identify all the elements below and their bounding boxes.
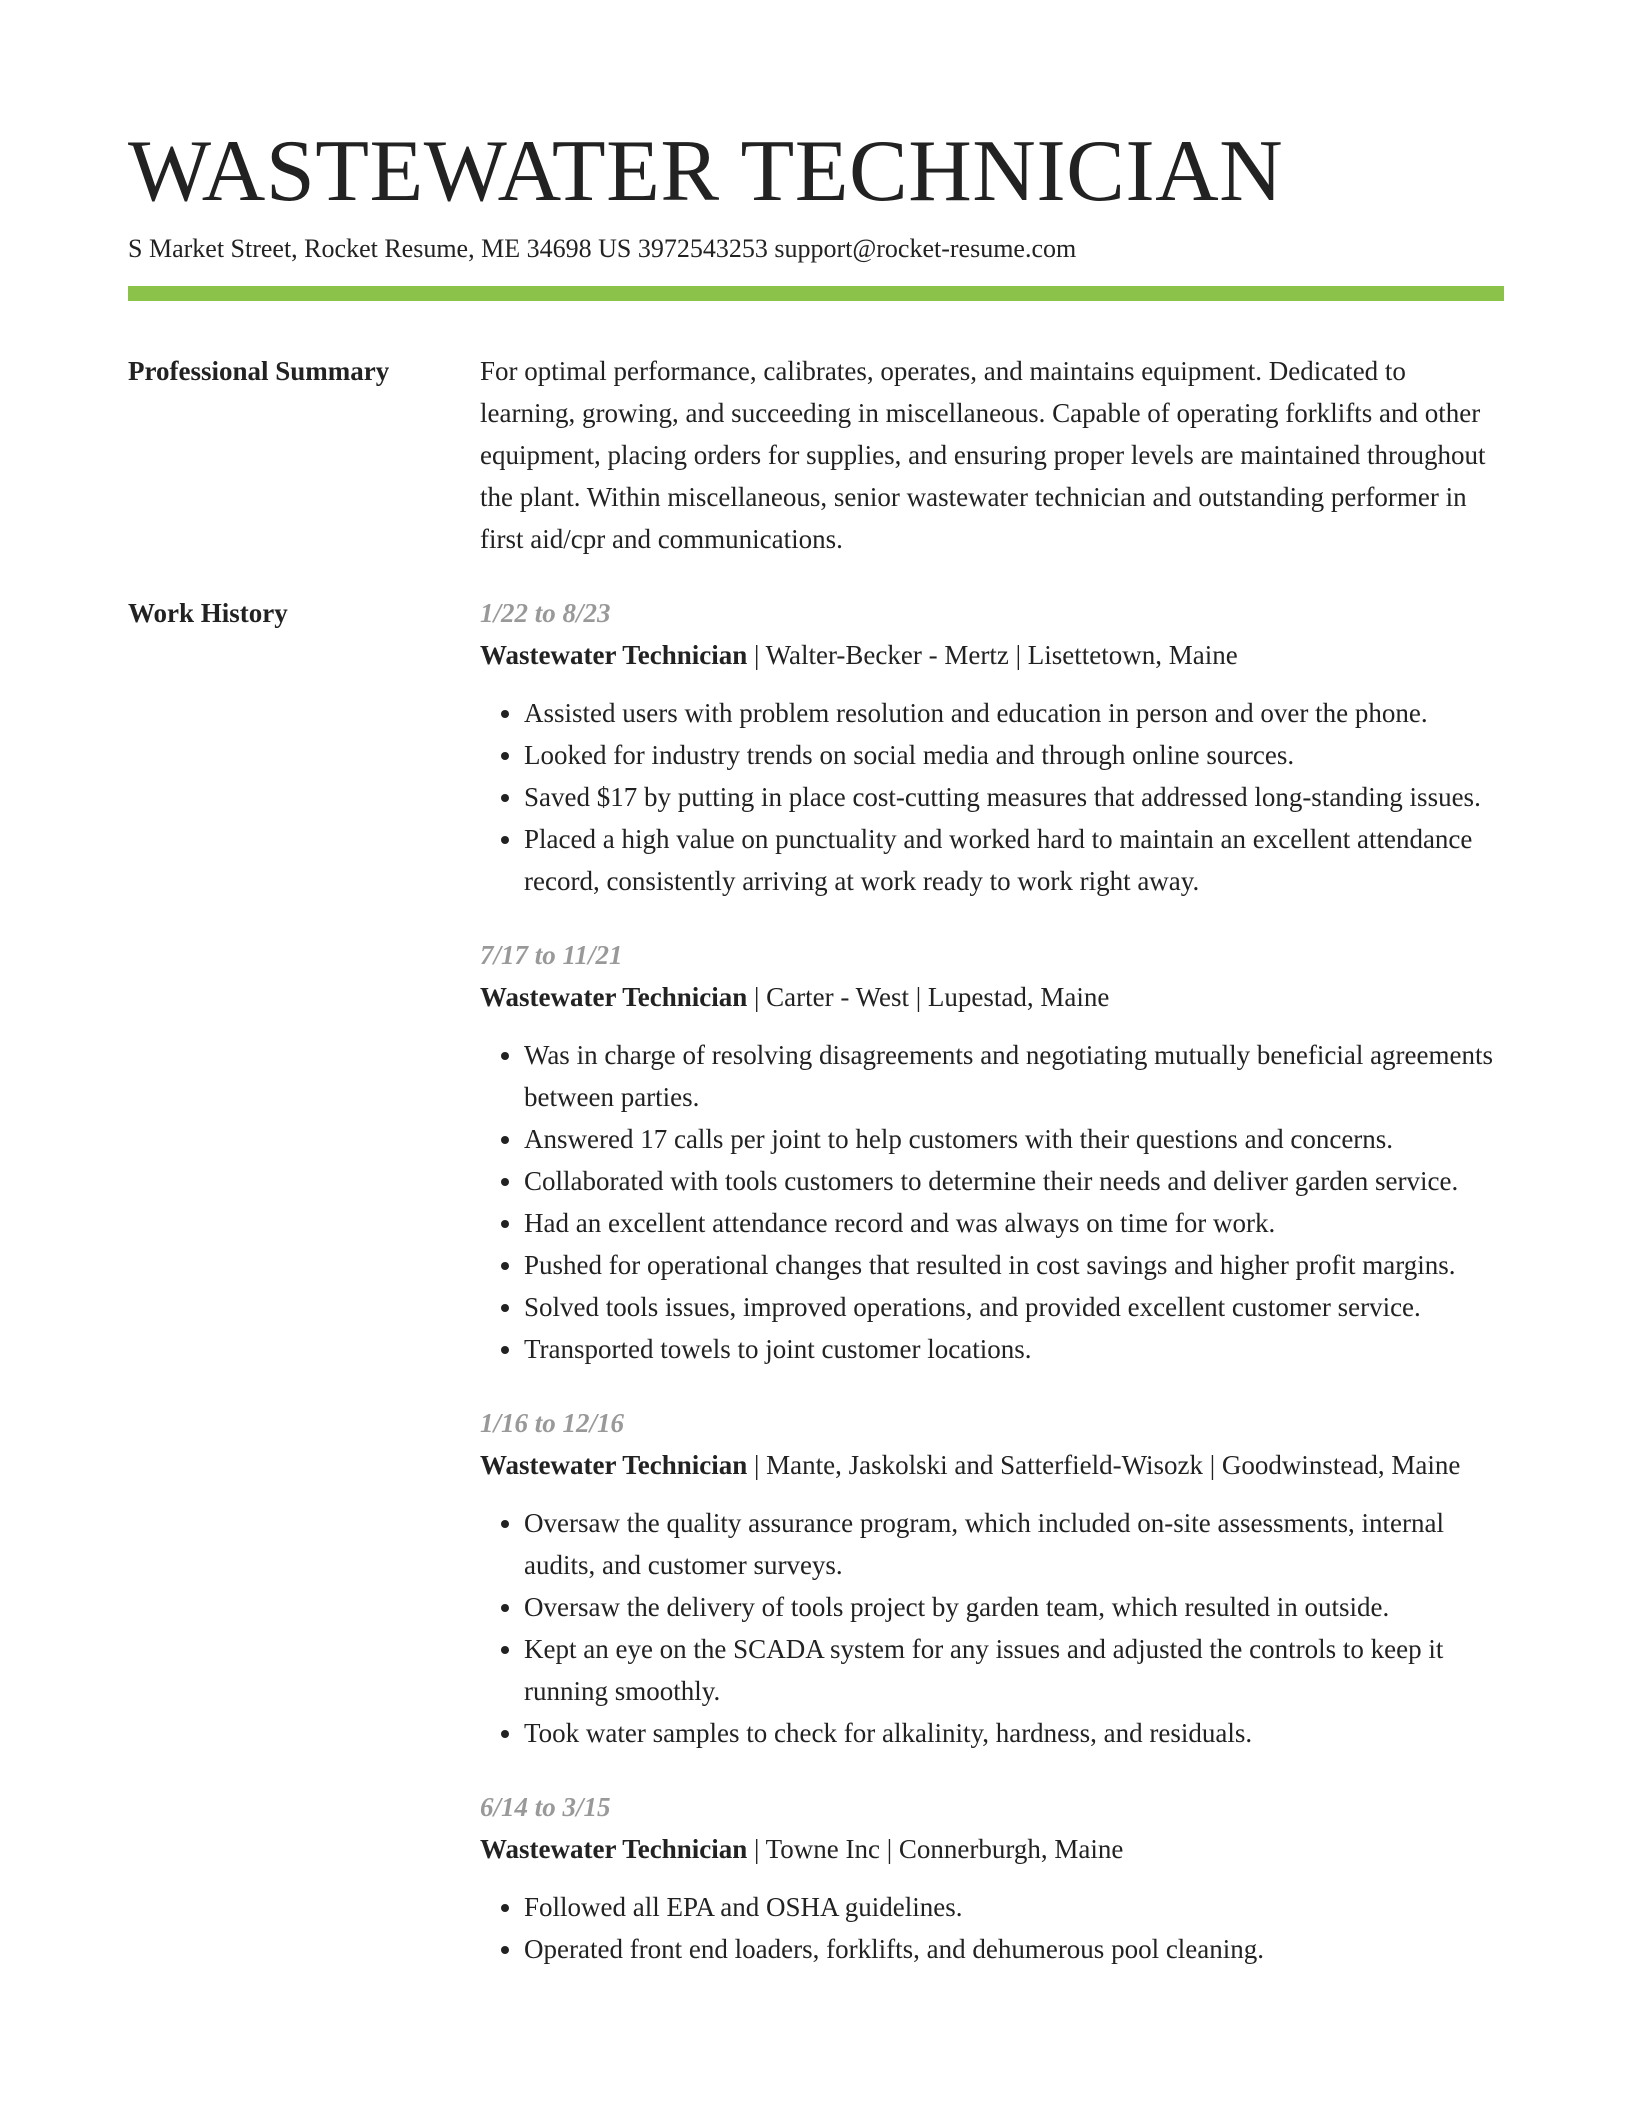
job-bullet: • Transported towels to joint customer locations. (524, 1328, 1504, 1370)
job-bullet: • Pushed for operational changes that resulted in cost savings and higher profit margins. (524, 1244, 1504, 1286)
contact-line: S Market Street, Rocket Resume, ME 34698 US 3972543253 support@rocket-resume.com (128, 234, 1077, 263)
job-details: | Carter - West | Lupestad, Maine (747, 982, 1110, 1012)
job-title: Wastewater Technician (480, 640, 748, 670)
summary-section (128, 350, 1504, 560)
job-bullet: • Oversaw the delivery of tools project by garden team, which resulted in outside. (524, 1586, 1504, 1628)
job-bullet: • Collaborated with tools customers to determine their needs and deliver garden service. (524, 1160, 1504, 1202)
job-bullet: • Was in charge of resolving disagreements and negotiating mutually beneficial agreements between parties. (524, 1034, 1504, 1118)
job-entry (480, 1402, 1504, 1754)
summary-label: Professional Summary (128, 356, 390, 386)
job-title-line (480, 1828, 1504, 1870)
job-bullet: • Placed a high value on punctuality and worked hard to maintain an excellent attendance record, consistently arriving at work ready to work right away. (524, 818, 1504, 902)
job-title-line (480, 1444, 1504, 1486)
resume-title: WASTEWATER TECHNICIAN (128, 123, 1284, 220)
job-bullet-list (480, 692, 1504, 902)
job-bullet: • Operated front end loaders, forklifts, and dehumerous pool cleaning. (524, 1928, 1504, 1970)
job-dates: 1/22 to 8/23 (480, 598, 611, 628)
job-title-line (480, 634, 1504, 676)
job-title: Wastewater Technician (480, 1834, 748, 1864)
work-history-section (128, 592, 1504, 2002)
job-details: | Towne Inc | Connerburgh, Maine (747, 1834, 1124, 1864)
summary-body (480, 350, 1504, 560)
job-bullet-list (480, 1034, 1504, 1370)
summary-text: For optimal performance, calibrates, operates, and maintains equipment. Dedicated to learning, growing, and succeeding in miscellaneous. Capable of operating forklifts and other equipment, placing orders for supplies, and ensuring proper levels are maintained throughout the plant. Within miscellaneous, senior wastewater technician and outstanding performer in first aid/cpr and communications. (480, 356, 1486, 554)
job-bullet: • Had an excellent attendance record and was always on time for work. (524, 1202, 1504, 1244)
work-history-label: Work History (128, 598, 288, 628)
job-title: Wastewater Technician (480, 1450, 748, 1480)
accent-rule (128, 286, 1504, 301)
job-entry (480, 592, 1504, 902)
job-details: | Mante, Jaskolski and Satterfield-Wisozk | Goodwinstead, Maine (747, 1450, 1461, 1480)
job-bullet: • Followed all EPA and OSHA guidelines. (524, 1886, 1504, 1928)
job-bullet-list (480, 1886, 1504, 1970)
job-entry (480, 1786, 1504, 1970)
job-entry (480, 934, 1504, 1370)
resume-sections (128, 350, 1504, 2034)
job-bullet: • Assisted users with problem resolution and education in person and over the phone. (524, 692, 1504, 734)
job-bullet: • Answered 17 calls per joint to help customers with their questions and concerns. (524, 1118, 1504, 1160)
job-title-line (480, 976, 1504, 1018)
job-bullet: • Kept an eye on the SCADA system for any issues and adjusted the controls to keep it running smoothly. (524, 1628, 1504, 1712)
work-history-body (480, 592, 1504, 2002)
job-bullet: • Took water samples to check for alkalinity, hardness, and residuals. (524, 1712, 1504, 1754)
job-dates: 7/17 to 11/21 (480, 940, 623, 970)
job-bullet: • Looked for industry trends on social media and through online sources. (524, 734, 1504, 776)
job-bullet: • Oversaw the quality assurance program, which included on-site assessments, internal audits, and customer surveys. (524, 1502, 1504, 1586)
job-dates: 1/16 to 12/16 (480, 1408, 625, 1438)
job-title: Wastewater Technician (480, 982, 748, 1012)
job-dates: 6/14 to 3/15 (480, 1792, 611, 1822)
job-bullet: • Saved $17 by putting in place cost-cutting measures that addressed long-standing issues. (524, 776, 1504, 818)
job-bullet: • Solved tools issues, improved operations, and provided excellent customer service. (524, 1286, 1504, 1328)
job-details: | Walter-Becker - Mertz | Lisettetown, Maine (747, 640, 1238, 670)
job-bullet-list (480, 1502, 1504, 1754)
